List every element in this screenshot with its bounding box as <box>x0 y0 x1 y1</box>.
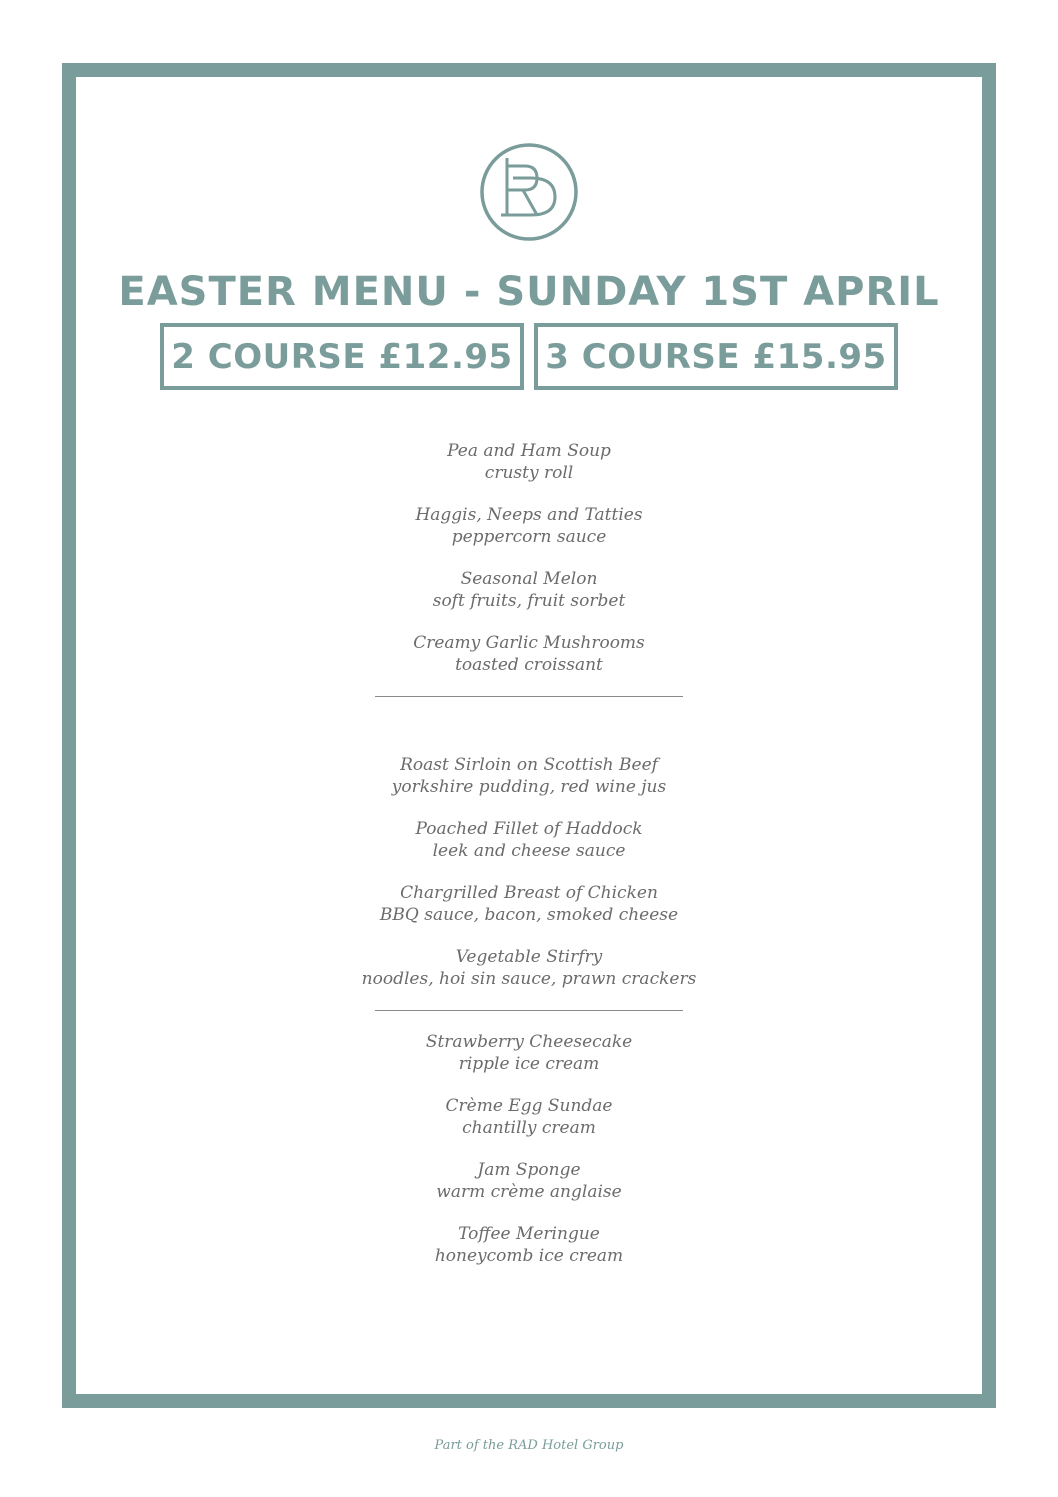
dish-description: honeycomb ice cream <box>434 1246 624 1266</box>
dish-name: Roast Sirloin on Scottish Beef <box>400 755 658 775</box>
section-divider <box>375 1010 683 1011</box>
price-three-course: 3 COURSE £15.95 <box>534 323 898 390</box>
menu-list <box>62 440 996 1287</box>
menu-item <box>62 754 996 798</box>
dish-description: BBQ sauce, bacon, smoked cheese <box>379 905 679 925</box>
dish-description: peppercorn sauce <box>451 527 607 547</box>
menu-item <box>62 1223 996 1267</box>
mains-section <box>62 754 996 990</box>
dish-name: Jam Sponge <box>477 1160 581 1180</box>
page-title: EASTER MENU - SUNDAY 1ST APRIL <box>118 269 940 315</box>
dish-name: Pea and Ham Soup <box>447 441 611 461</box>
dish-name: Haggis, Neeps and Tatties <box>415 505 643 525</box>
dish-name: Seasonal Melon <box>460 569 598 589</box>
menu-item <box>62 946 996 990</box>
dish-name: Strawberry Cheesecake <box>425 1032 633 1052</box>
menu-item <box>62 882 996 926</box>
dish-name: Poached Fillet of Haddock <box>415 819 643 839</box>
dish-description: leek and cheese sauce <box>432 841 626 861</box>
rd-monogram-icon <box>479 142 579 242</box>
menu-item <box>62 504 996 548</box>
dish-name: Crème Egg Sundae <box>445 1096 613 1116</box>
desserts-section <box>62 1031 996 1267</box>
dish-name: Toffee Meringue <box>458 1224 600 1244</box>
menu-item <box>62 818 996 862</box>
footer-tagline: Part of the RAD Hotel Group <box>434 1438 624 1453</box>
dish-description: yorkshire pudding, red wine jus <box>391 777 667 797</box>
dish-description: ripple ice cream <box>458 1054 600 1074</box>
dish-name: Creamy Garlic Mushrooms <box>413 633 645 653</box>
menu-item <box>62 568 996 612</box>
dish-description: crusty roll <box>484 463 574 483</box>
menu-item <box>62 632 996 676</box>
menu-item <box>62 1095 996 1139</box>
dish-name: Chargrilled Breast of Chicken <box>400 883 658 903</box>
menu-item <box>62 1031 996 1075</box>
menu-item <box>62 440 996 484</box>
dish-description: chantilly cream <box>462 1118 596 1138</box>
starters-section <box>62 440 996 676</box>
dish-description: warm crème anglaise <box>436 1182 622 1202</box>
dish-name: Vegetable Stirfry <box>455 947 603 967</box>
menu-item <box>62 1159 996 1203</box>
dish-description: noodles, hoi sin sauce, prawn crackers <box>361 969 697 989</box>
section-divider <box>375 696 683 697</box>
dish-description: toasted croissant <box>455 655 603 675</box>
price-two-course: 2 COURSE £12.95 <box>160 323 524 390</box>
dish-description: soft fruits, fruit sorbet <box>432 591 626 611</box>
